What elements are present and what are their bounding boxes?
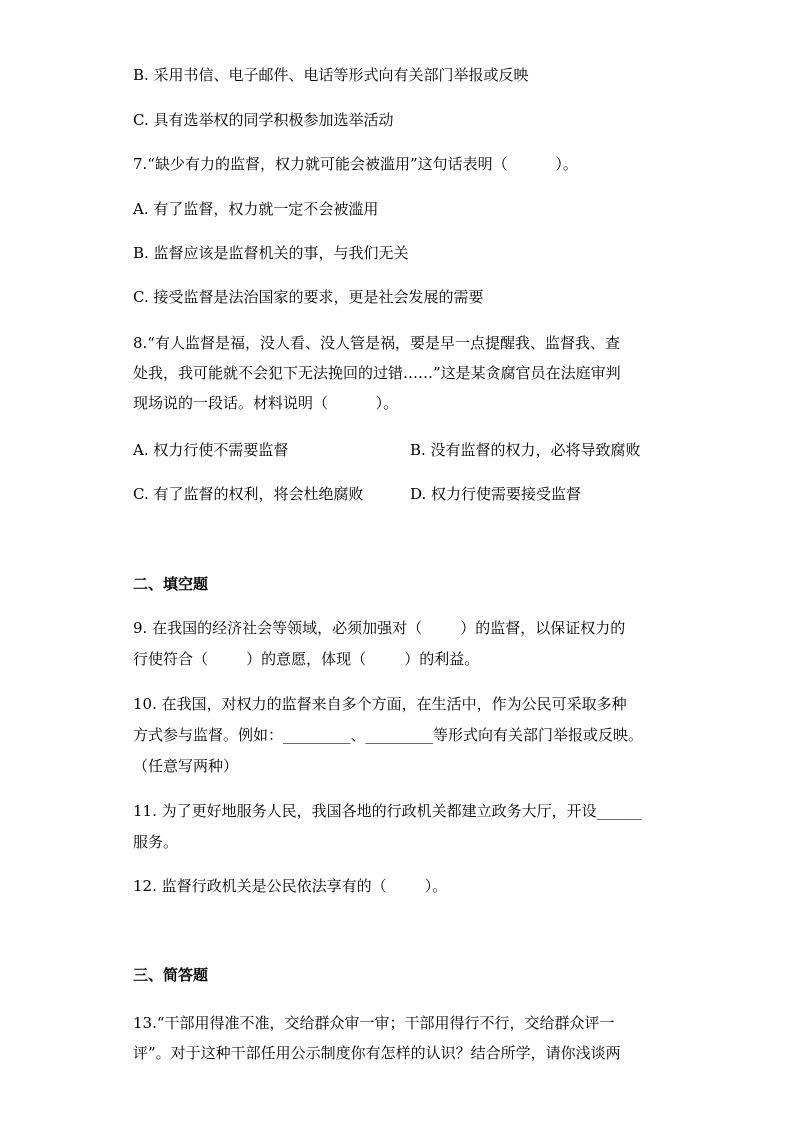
q8-option-c: C. 有了监督的权利，将会杜绝腐败	[133, 485, 364, 503]
q8-option-a: A. 权力行使不需要监督	[133, 441, 289, 459]
q13-line-2: 评”。对于这种干部任用公示制度你有怎样的认识？结合所学，请你浅谈两	[133, 1044, 621, 1062]
q8-option-b: B. 没有监督的权力，必将导致腐败	[410, 441, 641, 459]
section-3-title: 三、简答题	[133, 966, 209, 984]
q9-line-2: 行使符合（ ）的意愿，体现（ ）的利益。	[133, 650, 480, 668]
q8-stem-line-1: 8.“有人监督是福，没人看、没人管是祸，要是早一点提醒我、监督我、查	[133, 334, 620, 352]
q12: 12. 监督行政机关是公民依法享有的（ ）。	[133, 877, 448, 895]
q10-line-2: 方式参与监督。例如：_________、_________等形式向有关部门举报或反映。	[133, 726, 644, 744]
q11-line-1: 11. 为了更好地服务人民，我国各地的行政机关都建立政务大厅，开设______	[133, 802, 642, 820]
q13-line-1: 13.“干部用得准不准，交给群众审一审；干部用得行不行，交给群众评一	[133, 1014, 615, 1032]
q7-stem: 7.“缺少有力的监督，权力就可能会被滥用”这句话表明（ ）。	[133, 155, 578, 173]
q8-stem-line-2: 处我，我可能就不会犯下无法挽回的过错……”这是某贪腐官员在法庭审判	[133, 364, 621, 382]
q7-option-c: C. 接受监督是法治国家的要求，更是社会发展的需要	[133, 288, 484, 306]
q6-option-b: B. 采用书信、电子邮件、电话等形式向有关部门举报或反映	[133, 66, 529, 84]
q6-option-c: C. 具有选举权的同学积极参加选举活动	[133, 111, 394, 129]
q11-line-2: 服务。	[133, 833, 179, 851]
q8-option-d: D. 权力行使需要接受监督	[410, 485, 582, 503]
q10-line-3: （任意写两种）	[133, 757, 239, 775]
section-2-title: 二、填空题	[133, 575, 209, 593]
q7-option-b: B. 监督应该是监督机关的事，与我们无关	[133, 244, 409, 262]
q8-stem-line-3: 现场说的一段话。材料说明（ ）。	[133, 394, 399, 412]
q7-option-a: A. 有了监督，权力就一定不会被滥用	[133, 200, 379, 218]
q9-line-1: 9. 在我国的经济社会等领域，必须加强对（ ）的监督，以保证权力的	[133, 619, 626, 637]
q10-line-1: 10. 在我国，对权力的监督来自多个方面，在生活中，作为公民可采取多种	[133, 695, 627, 713]
